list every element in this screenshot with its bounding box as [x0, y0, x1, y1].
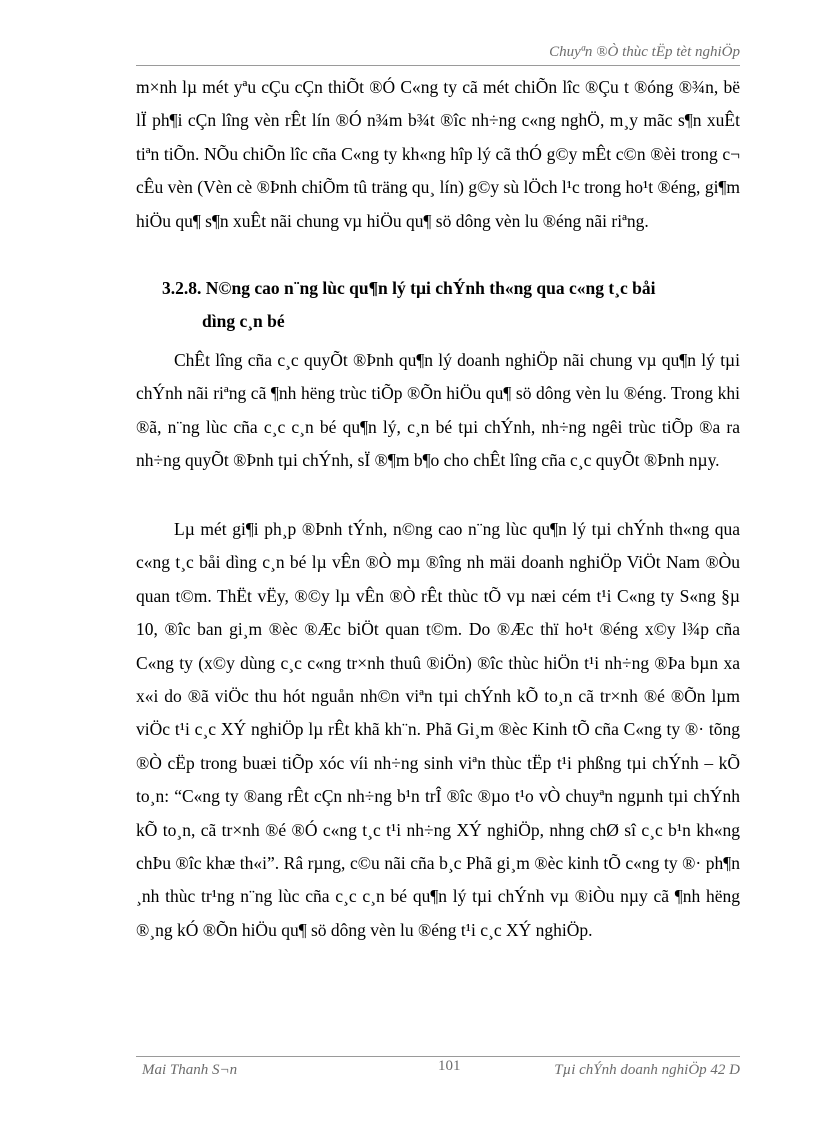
section-number: 3.2.8.	[162, 278, 202, 298]
section-title-line1: N©ng cao n¨ng lùc qu¶n lý tµi chÝnh th«ng qua c«ng t¸c båi	[205, 278, 656, 298]
section-title-line2: dìng c¸n bé	[202, 311, 285, 332]
paragraph-solution: Lµ mét gi¶i ph¸p ®Þnh tÝnh, n©ng cao n¨ng lùc qu¶n lý tµi chÝnh th«ng qua c«ng t¸c båi dìng c¸n bé lµ vÊn ®Ò mµ ®îng nh mäi doanh nghiÖp ViÖt Nam ®Òu quan t©m. ThËt vËy, ®©y lµ vÊn ®Ò rÊt thùc tÕ vµ næi cém t¹i C«ng ty S«ng §µ 10, ®îc ban gi¸m ®èc ®Æc biÖt quan t©m. Do ®Æc thï ho¹t ®éng x©y l¾p cña C«ng ty (x©y dùng c¸c c«ng tr×nh thuû ®iÖn) ®îc thùc hiÖn t¹i nh÷ng ®Þa bµn xa x«i do ®ã viÖc thu hót nguån nh©n viªn tµi chÝnh kÕ to¸n cã tr×nh ®é ®Õn lµm viÖc t¹i c¸c XÝ nghiÖp lµ rÊt khã kh¨n. Phã Gi¸m ®èc Kinh tÕ cña C«ng ty ®· tõng ®Ò cËp trong buæi tiÕp xóc víi nh÷ng sinh viªn thùc tËp t¹i phßng tµi chÝnh – kÕ to¸n: “C«ng ty ®ang rÊt cÇn nh÷ng b¹n trÎ ®îc ®µo t¹o vÒ chuyªn ngµnh tµi chÝnh kÕ to¸n, cã tr×nh ®é ®Ó c«ng t¸c t¹i nh÷ng XÝ nghiÖp, nhng chØ sî c¸c b¹n kh«ng chÞu ®îc khæ th«i”. Râ rµng, c©u nãi cña b¸c Phã gi¸m ®èc kinh tÕ c«ng ty ®· ph¶n ¸nh thùc tr¹ng n¨ng lùc cña c¸c c¸n bé qu¶n lý tµi chÝnh vµ ®iÒu nµy cã ¶nh hëng ®¸ng kÓ ®Õn hiÖu qu¶ sö dông vèn lu ®éng t¹i c¸c XÝ nghiÖp.	[136, 519, 740, 940]
header-title: Chuyªn ®Ò thùc tËp tèt nghiÖp	[549, 44, 740, 60]
paragraph-quality: ChÊt lîng cña c¸c quyÕt ®Þnh qu¶n lý doanh nghiÖp nãi chung vµ qu¶n lý tµi chÝnh nãi riªng cã ¶nh hëng trùc tiÕp ®Õn hiÖu qu¶ sö dông vèn lu ®éng. Trong khi ®ã, n¨ng lùc cña c¸c c¸n bé qu¶n lý, c¸n bé tµi chÝnh, nh÷ng ngêi trùc tiÕp ®a ra nh÷ng quyÕt ®Þnh tµi chÝnh, sÏ ®¶m b¶o cho chÊt lîng cña c¸c quyÕt ®Þnh nµy.	[136, 350, 740, 471]
page-footer	[136, 1058, 740, 1080]
paragraph-intro: m×nh lµ mét yªu cÇu cÇn thiÕt ®Ó C«ng ty cã mét chiÕn lîc ®Çu t ®óng ®¾n, bë lÏ ph¶i cÇn lîng vèn rÊt lín ®Ó n¾m b¾t ®îc nh÷ng c«ng nghÖ, m¸y mãc s¶n xuÊt tiªn tiÕn. NÕu chiÕn lîc cña C«ng ty kh«ng hîp lý cã thÓ g©y mÊt c©n ®èi trong c¬ cÊu vèn (Vèn cè ®Þnh chiÕm tû träng qu¸ lín) g©y sù lÖch l¹c trong ho¹t ®éng, gi¶m hiÖu qu¶ s¶n xuÊt nãi chung vµ hiÖu qu¶ sö dông vèn lu ®éng nãi riªng.	[136, 77, 740, 231]
section-heading	[162, 272, 740, 339]
footer-author: Mai Thanh S¬n	[142, 1062, 238, 1078]
footer-class-info: Tµi chÝnh doanh nghiÖp 42 D	[554, 1062, 740, 1078]
page-header	[136, 44, 740, 66]
footer-divider	[136, 1056, 740, 1057]
footer-page-number: 101	[438, 1058, 461, 1074]
